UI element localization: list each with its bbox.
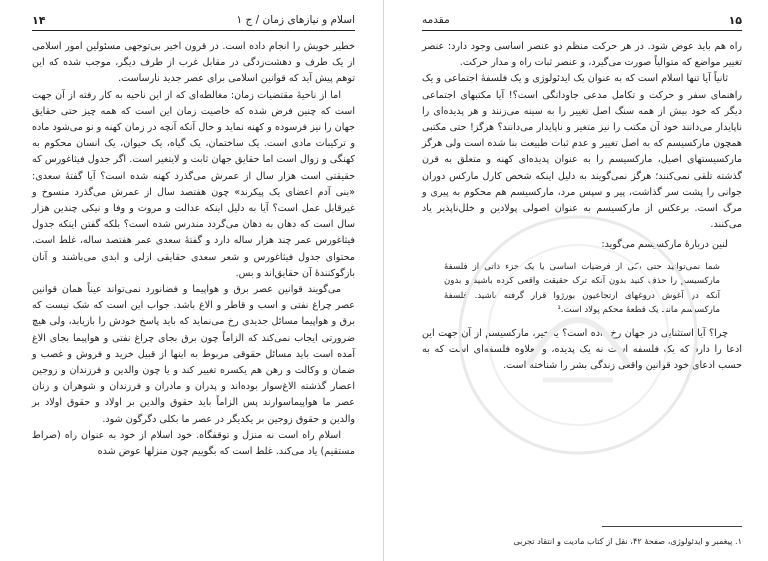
footnote-divider	[602, 526, 742, 527]
right-paragraph-closing: چرا؟ آیا استثنایی در جهان رخ داده است؟ یا خیر، مارکسیسم از آن جهت این ادعا را دارد که یک فلسفه است نه یک پدیده، و بعلاوه فلسفه‌ای است که به حسب ادعای خود قوانین واقعی زندگی بشر را شناخته است.	[422, 328, 742, 372]
left-paragraph-3: می‌گویند قوانین عصر برق و هواپیما و فضانورد نمی‌تواند عیناً همان قوانین عصر چراغ نفتی و اسب و قاطر و الاغ باشد. جواب این است که شک نیست که برق و هواپیما مسائل جدیدی رخ می‌نماید که باید پاسخ خودش را بازیابد، ولی هیچ ضرورتی ایجاب نمی‌کند که الزاماً چون برق بجای چراغ نفتی و هواپیما بجای الاغ آمده است باید مسائل حقوقی مربوط به اینها از قبیل خرید و فروش و غصب و ضمان و وکالت و رهن هم یکسره تغییر کند و یا چون والدین و فرزندان و زوجین اعصار گذشته الاغ‌سوار بوده‌اند و پدران و مادران و فرزندان و شوهران و زنان عصر ما هواپیماسوارند پس الزاماً باید حقوق والدین بر اولاد و حقوق اولاد بر والدین و حقوق زوجین بر یکدیگر در عصر ما بکلی دگرگون شود.	[32, 284, 355, 425]
left-paragraph-1: خطیر خویش را انجام داده است. در قرون اخیر بی‌توجهی مسئولین امور اسلامی از یک طرف و دهشت‌زدگی در مقابل غرب از طرف دیگر، موجب شده که این توهم پیش آید که قوانین اسلامی برای عصر جدید نارساست.	[32, 41, 355, 85]
left-page-header	[32, 12, 355, 31]
left-page-title: اسلام و نیازهای زمان / ج ۱	[236, 14, 355, 26]
lenin-quote: شما نمی‌توانید حتی یکی از فرضیات اساسی یا یک جزء ذاتی از فلسفهٔ مارکسیسم را حذف کنید بدون آنکه ترک حقیقت واقعی کرده باشید و بدون آنکه در آغوش دروغهای ارتجاعیون بورژوا قرار گرفته باشید. فلسفهٔ مارکسیسم مانند یک قطعهٔ محکم پولاد است.¹	[444, 261, 720, 316]
right-paragraph-2: ثانیاً آیا تنها اسلام است که به عنوان یک ایدئولوژی و یک فلسفهٔ اجتماعی و یک راهنمای سفر و حرکت و تکامل مدعی جاودانگی است؟! آیا مکتبهای اجتماعی دیگر که خود بیش از همه سنگ اصل تغییر را به سینه می‌زنند و هر پدیده‌ای را ناپایدار می‌دانند خود آن مکتب را نیز متغیر و ناپایدار می‌دانند؟ هرگز! حتی مکتبی همچون مارکسیسم که به اصل تغییر و عدم ثبات طبیعت بنا شده است ولی هرگز مارکسیستهای اصیل، مارکسیسم را به عنوان پدیده‌ای کهنه و متعلق به قرن گذشته تلقی نمی‌کنند؛ هرگز نمی‌گویند به دلیل اینکه شخص کارل مارکس دوران جوانی را پشت سر گذاشت، پیر و سپس مرد، مارکسیسم هم محکوم به پیری و مرگ است. برعکس از مارکسیسم به عنوان اصولی پولادین و خلل‌ناپذیر یاد می‌کنند.	[422, 73, 742, 231]
left-page-number: ۱۴	[32, 13, 46, 27]
right-page	[384, 0, 768, 561]
right-page-number: ۱۵	[728, 13, 742, 27]
footnote: ۱. پیغمبر و ایدئولوژی، صفحهٔ ۴۲، نقل از کتاب مادیت و انتقاد تجربی	[513, 536, 742, 546]
right-page-title: مقدمه	[422, 14, 450, 26]
quote-intro: لنین دربارهٔ مارکسیسم می‌گوید:	[601, 239, 728, 251]
left-paragraph-4: اسلام راه است نه منزل و توقفگاه. خود اسلام از خود به عنوان راه (صراط مستقیم) یاد می‌کند. غلط است که بگوییم چون منزلها عوض شده	[32, 429, 355, 458]
right-page-header	[422, 12, 742, 31]
left-paragraph-2: اما از ناحیهٔ مقتضیات زمان: مغالطه‌ای که از این ناحیه به کار رفته از آن جهت است که چنین فرض شده که خاصیت زمان این است که همه چیز حتی حقایق جهان را نیز فرسوده و کهنه نماید و حال آنکه آنچه در زمان کهنه و نو می‌شود ماده و ترکیبات مادی است. یک ساختمان، یک گیاه، یک حیوان، یک انسان محکوم به کهنگی و زوال است اما حقایق جهان ثابت و لایتغیر است. اگر جدول فیثاغورس که حقیقتی است هزار سال از عمرش می‌گذرد کهنه شده است؟ آیا گفتهٔ سعدی: «بنی آدم اعضای یک پیکرند» چون هفتصد سال از عمرش می‌گذرد منسوخ و غیرقابل عمل است؟ آیا به دلیل اینکه عدالت و مروت و وفا و نیکی چندین هزار سال است که دهان به دهان می‌گردد مندرس شده است؟ بلکه گفتن اینکه جدول فیثاغورس عمر چند هزار ساله دارد و گفتهٔ سعدی عمر هفتصد ساله، غلط است. محتوای جدول فیثاغورس و شعر سعدی حقایقی ازلی و ابدی می‌باشند و آنان بازگوکنندهٔ آن حقایق‌اند و بس.	[32, 89, 355, 279]
right-paragraph-1: راه هم باید عوض شود. در هر حرکت منظم دو عنصر اساسی وجود دارد: عنصر تغییر مواضع که متوالیاً صورت می‌گیرد، و عنصر ثبات راه و مدار حرکت.	[422, 41, 742, 69]
